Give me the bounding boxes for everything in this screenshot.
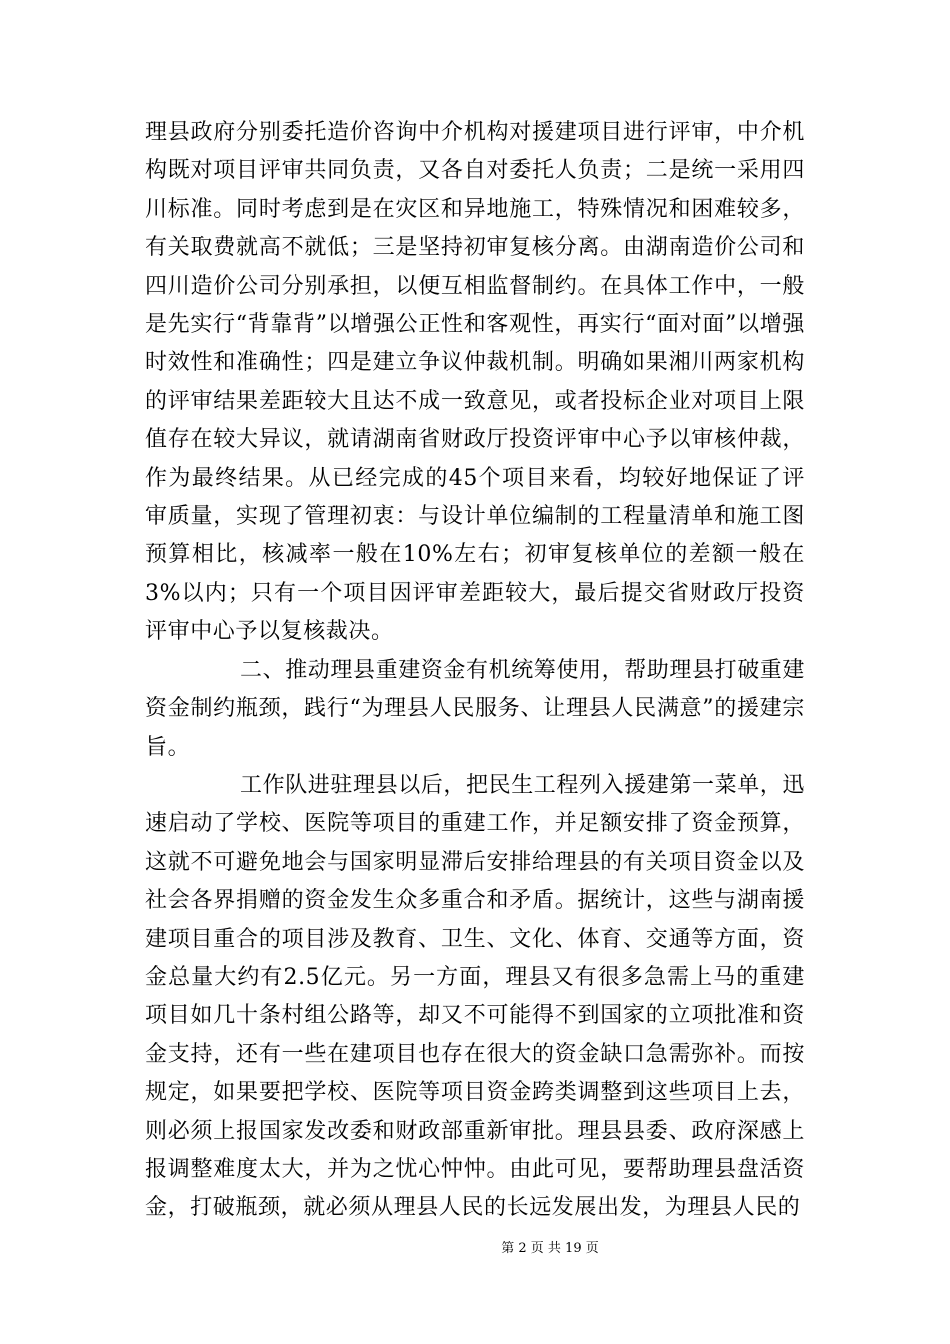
paragraph-2-section-heading: 二、推动理县重建资金有机统筹使用，帮助理县打破重建资金制约瓶颈，践行“为理县人民服务、让理县人民满意”的援建宗旨。 — [145, 657, 806, 760]
page-number-footer: 第 2 页 共 19 页 — [501, 1241, 599, 1256]
paragraph-1: 理县政府分别委托造价咨询中介机构对援建项目进行评审，中介机构既对项目评审共同负责，又各自对委托人负责；二是统一采用四川标准。同时考虑到是在灾区和异地施工，特殊情况和困难较多，有关取费就高不就低；三是坚持初审复核分离。由湖南造价公司和四川造价公司分别承担，以便互相监督制约。在具体工作中，一般是先实行“背靠背”以增强公正性和客观性，再实行“面对面”以增强时效性和准确性；四是建立争议仲裁机制。明确如果湘川两家机构的评审结果差距较大且达不成一致意见，或者投标企业对项目上限值存在较大异议，就请湖南省财政厅投资评审中心予以审核仲裁，作为最终结果。从已经完成的45个项目来看，均较好地保证了评审质量，实现了管理初衷：与设计单位编制的工程量清单和施工图预算相比，核减率一般在10%左右；初审复核单位的差额一般在3%以内；只有一个项目因评审差距较大，最后提交省财政厅投资评审中心予以复核裁决。 — [145, 120, 805, 645]
document-body — [145, 114, 805, 1228]
paragraph-3: 工作队进驻理县以后，把民生工程列入援建第一菜单，迅速启动了学校、医院等项目的重建工作，并足额安排了资金预算，这就不可避免地会与国家明显滞后安排给理县的有关项目资金以及社会各界捐赠的资金发生众多重合和矛盾。据统计，这些与湖南援建项目重合的项目涉及教育、卫生、文化、体育、交通等方面，资金总量大约有2.5亿元。另一方面，理县又有很多急需上马的重建项目如几十条村组公路等，却又不可能得不到国家的立项批准和资金支持，还有一些在建项目也存在很大的资金缺口急需弥补。而按规定，如果要把学校、医院等项目资金跨类调整到这些项目上去，则必须上报国家发改委和财政部重新审批。理县县委、政府深感上报调整难度太大，并为之忧心忡忡。由此可见，要帮助理县盘活资金，打破瓶颈，就必须从理县人民的长远发展出发，为理县人民的 — [145, 772, 806, 1221]
